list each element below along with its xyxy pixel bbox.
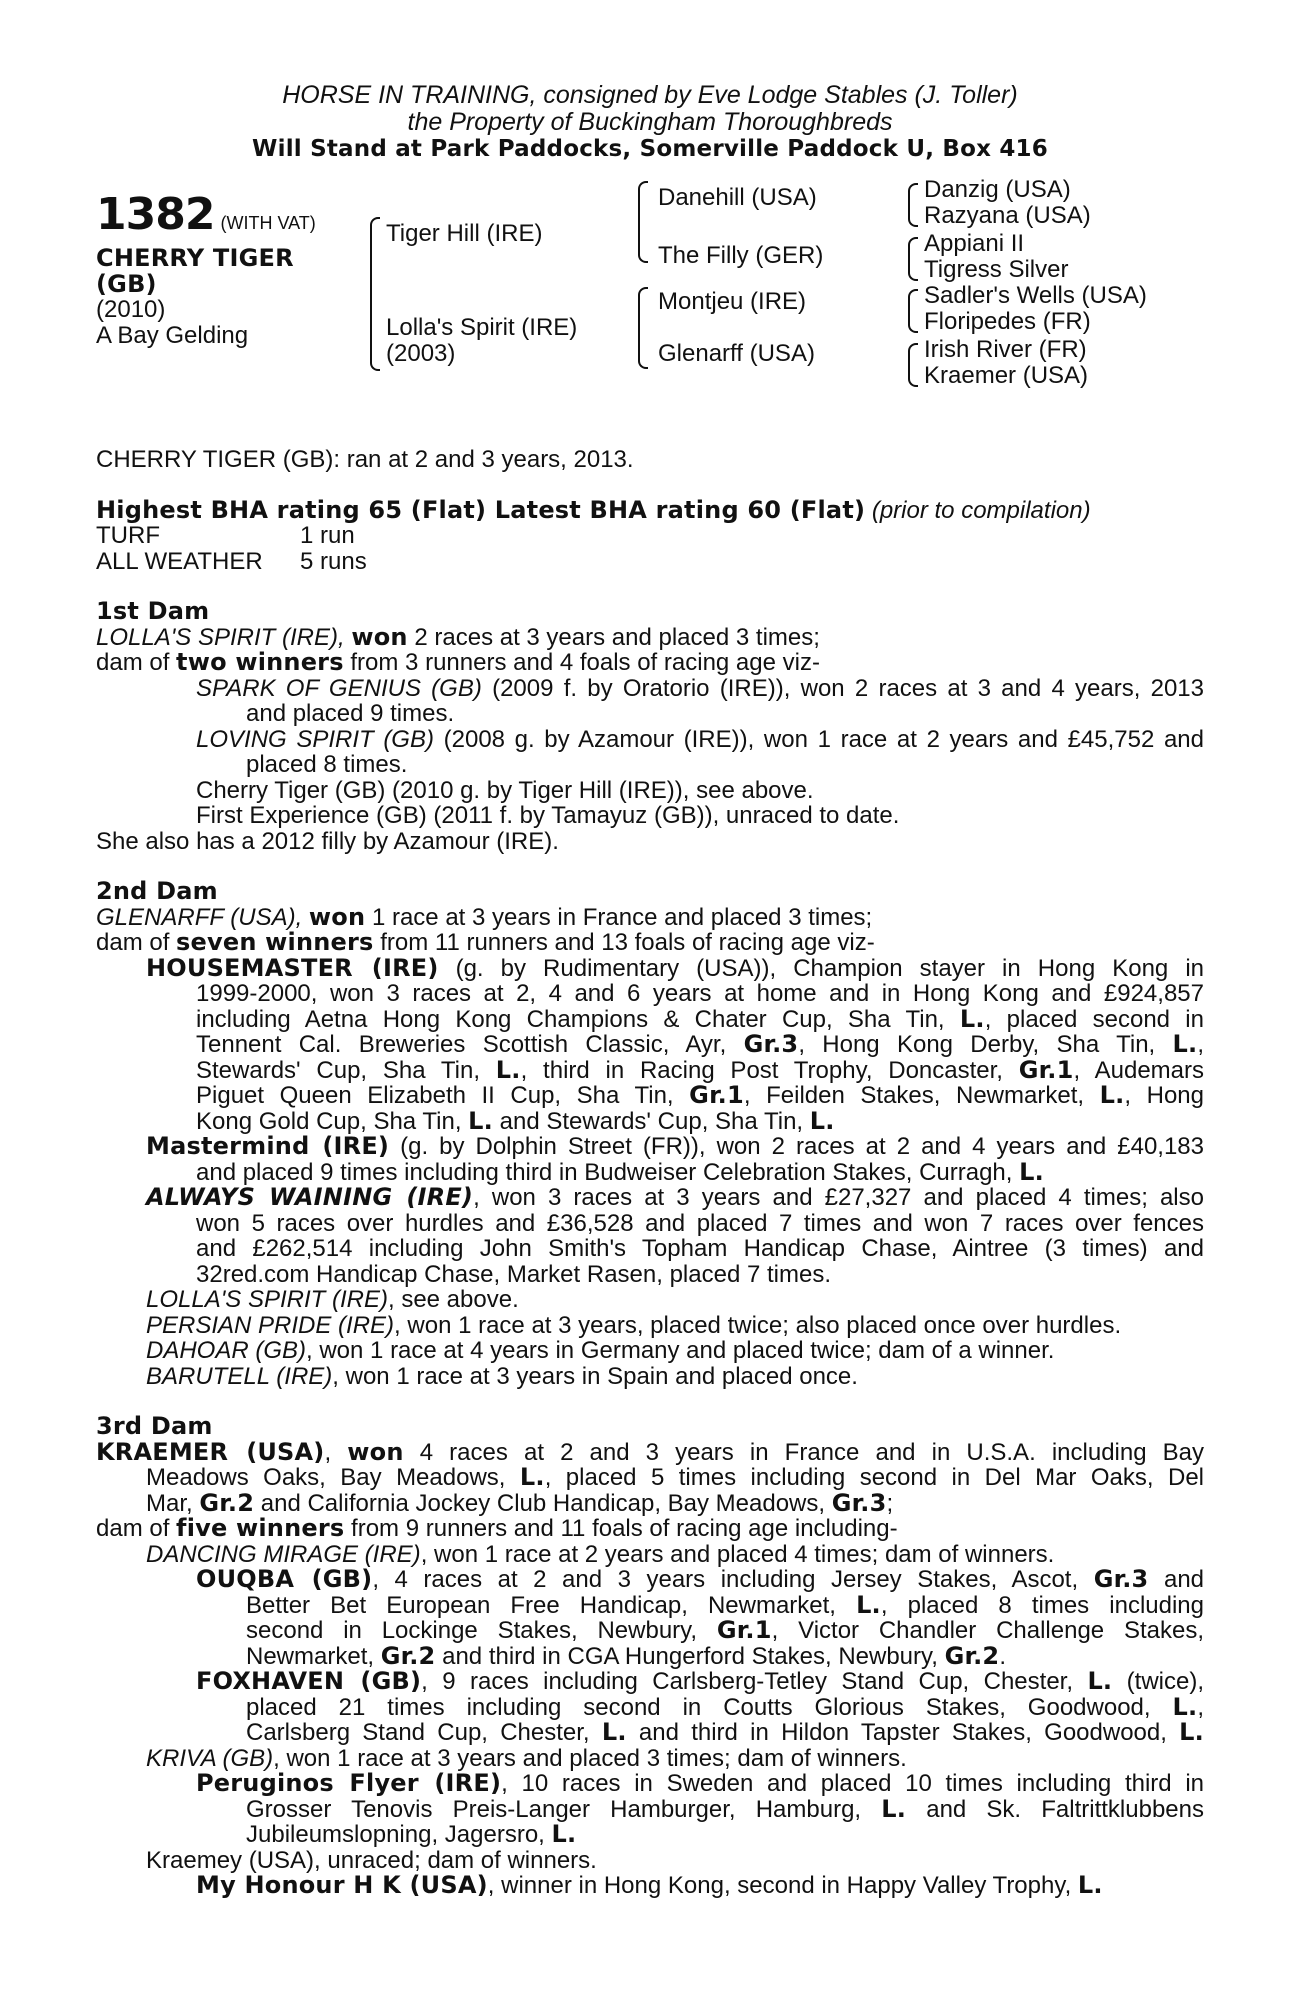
header-location: Will Stand at Park Paddocks, Somerville Paddock U, Box 416 — [252, 136, 1048, 162]
kraemer-line2: Meadows Oaks, Bay Meadows, L., placed 5 times including second in Del Mar Oaks, Del — [146, 1463, 1204, 1491]
produce-loving-spirit: LOVING SPIRIT (GB) (2008 g. by Azamour (IRE)), won 1 race at 2 years and £45,752 and — [196, 725, 1205, 753]
sire-sire-dam: Razyana (USA) — [924, 202, 1091, 229]
pedigree-brace-g3-4 — [908, 343, 918, 387]
ratings-bold: Highest BHA rating 65 (Flat) Latest BHA rating 60 (Flat) — [96, 495, 866, 524]
kraemer-line3: Mar, Gr.2 and California Jockey Club Handicap, Bay Meadows, Gr.3; — [146, 1488, 894, 1517]
catalogue-page — [96, 0, 1204, 1899]
dam-sire-sire: Sadler's Wells (USA) — [924, 282, 1147, 309]
ouqba-line3: second in Lockinge Stakes, Newbury, Gr.1, Victor Chandler Challenge Stakes, — [246, 1616, 1205, 1644]
dam-dam-sire: Irish River (FR) — [924, 336, 1087, 363]
housemaster-line5: Stewards' Cup, Sha Tin, L., third in Racing Post Trophy, Doncaster, Gr.1, Audemars — [196, 1055, 1204, 1084]
second-dam-record: GLENARFF (USA), won 1 race at 3 years in France and placed 3 times; — [96, 902, 873, 931]
peruginos-line3: Jubileumslopning, Jagersro, L. — [246, 1820, 577, 1848]
aw-record — [96, 549, 1204, 575]
my-honour: My Honour H K (USA), winner in Hong Kong, second in Happy Valley Trophy, L. — [196, 1871, 1103, 1899]
second-dam-heading: 2nd Dam — [96, 877, 218, 905]
foxhaven-line1: FOXHAVEN (GB), 9 races including Carlsberg-Tetley Stand Cup, Chester, L. (twice), — [196, 1667, 1205, 1695]
dam-dam-dam: Kraemer (USA) — [924, 362, 1089, 389]
dancing-mirage: DANCING MIRAGE (IRE), won 1 race at 2 years and placed 4 times; dam of winners. — [146, 1540, 1055, 1568]
horse-description: A Bay Gelding — [96, 321, 249, 349]
dahoar: DAHOAR (GB), won 1 race at 4 years in Germany and placed twice; dam of a winner. — [146, 1337, 1055, 1364]
dam-dam: Glenarff (USA) — [658, 340, 815, 367]
ouqba-line1: OUQBA (GB), 4 races at 2 and 3 years including Jersey Stakes, Ascot, Gr.3 and — [196, 1565, 1205, 1593]
horse-name: CHERRY TIGER — [96, 244, 294, 272]
mastermind-line1: Mastermind (IRE) (g. by Dolphin Street (FR)), won 2 races at 2 and 4 years and £40,183 — [146, 1132, 1204, 1160]
lot-number: 1382 — [96, 189, 215, 240]
produce-cherry-tiger: Cherry Tiger (GB) (2010 g. by Tiger Hill (IRE)), see above. — [196, 776, 814, 804]
produce-2012-filly: She also has a 2012 filly by Azamour (IRE). — [96, 827, 559, 855]
pedigree-block — [96, 177, 1204, 447]
produce-first-experience: First Experience (GB) (2011 f. by Tamayuz (GB)), unraced to date. — [196, 802, 900, 829]
foxhaven-line2: placed 21 times including second in Coutts Glorious Stakes, Goodwood, L., — [246, 1692, 1204, 1721]
turf-record — [96, 523, 1204, 549]
produce-loving-spirit-cont: placed 8 times. — [246, 751, 408, 778]
sire-dam: The Filly (GER) — [658, 242, 824, 269]
pedigree-brace-g3-3 — [908, 289, 918, 333]
always-waining-line2: won 5 races over hurdles and £36,528 and placed 7 times and won 7 races over fences — [196, 1209, 1204, 1237]
pedigree-brace-sire — [638, 181, 648, 263]
race-summary: CHERRY TIGER (GB): ran at 2 and 3 years, 2013. — [96, 446, 634, 473]
housemaster-line3: including Aetna Hong Kong Champions & Chater Cup, Sha Tin, L., placed second in — [196, 1004, 1204, 1033]
pedigree-brace-dam — [638, 287, 648, 369]
peruginos-line2: Grosser Tenovis Preis-Langer Hamburger, Hamburg, L. and Sk. Faltrittklubbens — [246, 1794, 1204, 1823]
dam-year: (2003) — [386, 340, 456, 367]
first-dam-heading: 1st Dam — [96, 597, 210, 625]
mastermind-line2: and placed 9 times including third in Budweiser Celebration Stakes, Curragh, L. — [196, 1157, 1044, 1186]
dam-sire-dam: Floripedes (FR) — [924, 308, 1091, 335]
second-dam-produce: dam of seven winners from 11 runners and 13 foals of racing age viz- — [96, 928, 875, 956]
pedigree-brace-g3-1 — [908, 183, 918, 227]
kriva: KRIVA (GB), won 1 race at 3 years and placed 3 times; dam of winners. — [146, 1744, 907, 1772]
always-waining-line4: 32red.com Handicap Chase, Market Rasen, placed 7 times. — [196, 1260, 831, 1288]
kraemer-line1: KRAEMER (USA), won 4 races at 2 and 3 years in France and in U.S.A. including Bay — [96, 1437, 1205, 1466]
ouqba-line2: Better Bet European Free Handicap, Newmarket, L., placed 8 times including — [246, 1590, 1204, 1619]
kraemey: Kraemey (USA), unraced; dam of winners. — [146, 1846, 597, 1874]
vat-label: (WITH VAT) — [220, 213, 316, 233]
turf-label: TURF — [96, 522, 160, 549]
sire-name: Tiger Hill (IRE) — [386, 220, 543, 247]
dam-name: Lolla's Spirit (IRE) — [386, 314, 578, 341]
ouqba-line4: Newmarket, Gr.2 and third in CGA Hungerford Stakes, Newbury, Gr.2. — [246, 1641, 1006, 1670]
peruginos-line1: Peruginos Flyer (IRE), 10 races in Sweden and placed 10 times including third in — [196, 1769, 1204, 1797]
housemaster-line2: 1999-2000, won 3 races at 2, 4 and 6 years at home and in Hong Kong and £924,857 — [196, 980, 1204, 1007]
always-waining-line3: and £262,514 including John Smith's Topham Handicap Chase, Aintree (3 times) and — [196, 1235, 1204, 1262]
aw-label: ALL WEATHER — [96, 547, 263, 575]
pedigree-brace-g3-2 — [908, 237, 918, 281]
housemaster-line6: Piguet Queen Elizabeth II Cup, Sha Tin, Gr.1, Feilden Stakes, Newmarket, L., Hong — [196, 1081, 1205, 1109]
third-dam-heading: 3rd Dam — [96, 1412, 213, 1440]
horse-year: (2010) — [96, 296, 166, 323]
lollas-spirit-ref: LOLLA'S SPIRIT (IRE), see above. — [146, 1286, 519, 1313]
sire-dam-sire: Appiani II — [924, 230, 1025, 257]
sire-sire: Danehill (USA) — [658, 184, 817, 211]
turf-value: 1 run — [300, 522, 355, 549]
first-dam-record: LOLLA'S SPIRIT (IRE), won 2 races at 3 years and placed 3 times; — [96, 622, 820, 651]
produce-spark-of-genius: SPARK OF GENIUS (GB) (2009 f. by Oratorio (IRE)), won 2 races at 3 and 4 years, 2013 — [196, 674, 1205, 702]
ratings-note: (prior to compilation) — [871, 496, 1091, 524]
header-consignor: HORSE IN TRAINING, consigned by Eve Lodge Stables (J. Toller) — [282, 81, 1018, 109]
always-waining-line1: ALWAYS WAINING (IRE), won 3 races at 3 years and £27,327 and placed 4 times; also — [146, 1183, 1204, 1211]
barutell: BARUTELL (IRE), won 1 race at 3 years in Spain and placed once. — [146, 1362, 858, 1390]
sire-dam-dam: Tigress Silver — [924, 256, 1069, 283]
lot-info — [96, 189, 316, 348]
housemaster-line7: Kong Gold Cup, Sha Tin, L. and Stewards' Cup, Sha Tin, L. — [196, 1106, 835, 1135]
sire-sire-sire: Danzig (USA) — [924, 176, 1071, 203]
first-dam-produce: dam of two winners from 3 runners and 4 foals of racing age viz- — [96, 648, 820, 676]
housemaster-line1: HOUSEMASTER (IRE) (g. by Rudimentary (USA)), Champion stayer in Hong Kong in — [146, 953, 1204, 982]
foxhaven-line3: Carlsberg Stand Cup, Chester, L. and third in Hildon Tapster Stakes, Goodwood, L. — [246, 1718, 1204, 1746]
kraemer-produce: dam of five winners from 9 runners and 11 foals of racing age including- — [96, 1514, 898, 1542]
header-owner: the Property of Buckingham Thoroughbreds — [407, 108, 893, 136]
dam-sire: Montjeu (IRE) — [658, 288, 807, 315]
aw-value: 5 runs — [300, 547, 367, 575]
produce-spark-of-genius-cont: and placed 9 times. — [246, 700, 455, 727]
horse-suffix: (GB) — [96, 269, 157, 298]
pedigree-brace-gen1 — [370, 217, 380, 371]
persian-pride: PERSIAN PRIDE (IRE), won 1 race at 3 years, placed twice; also placed once over hurdles. — [146, 1311, 1122, 1339]
ratings-line — [96, 495, 1204, 524]
housemaster-line4: Tennent Cal. Breweries Scottish Classic, Ayr, Gr.3, Hong Kong Derby, Sha Tin, L., — [196, 1030, 1205, 1058]
